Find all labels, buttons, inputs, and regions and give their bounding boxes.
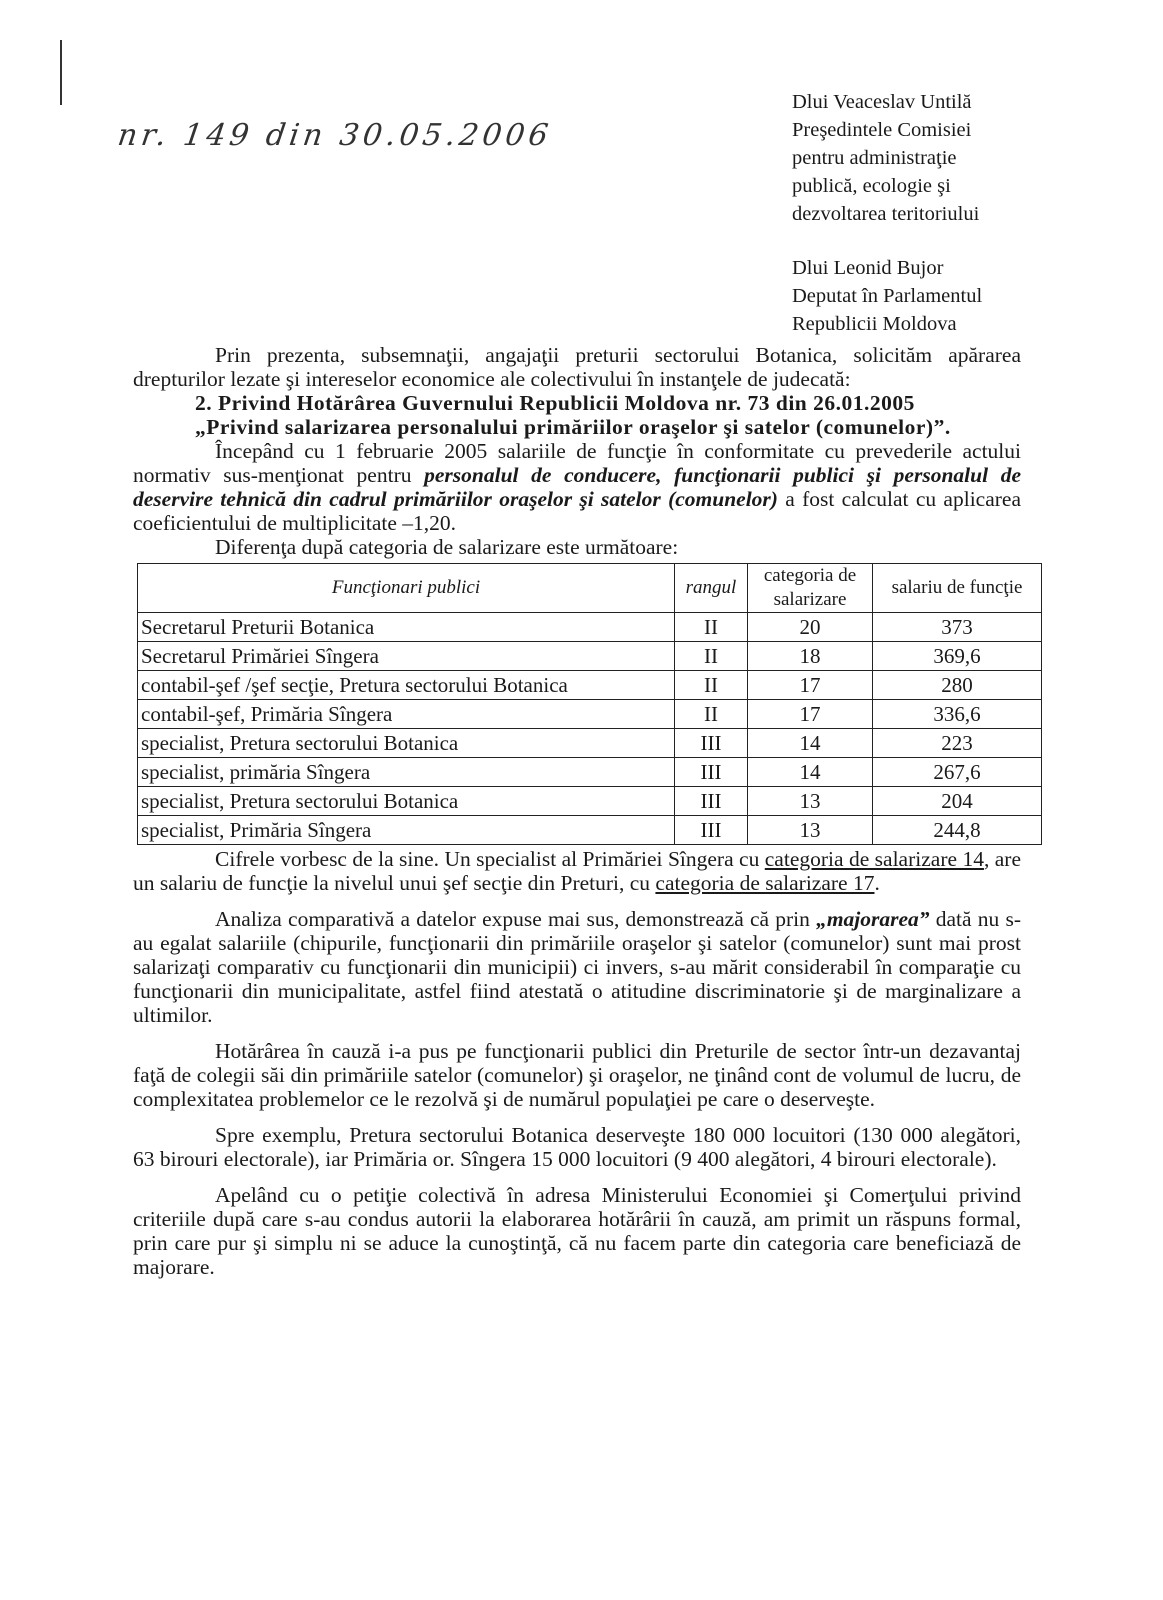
addressee-line: Dlui Veaceslav Untilă (792, 91, 972, 113)
emphasis: „majorarea” (816, 907, 930, 931)
paragraph-figures (133, 847, 1021, 895)
addressee-line: dezvoltarea teritoriului (792, 203, 980, 225)
addressee-line: Dlui Leonid Bujor (792, 257, 944, 279)
cell-category: 17 (748, 700, 873, 729)
letter-body (133, 343, 1021, 1279)
addressee-line: Deputat în Parlamentul (792, 285, 983, 307)
cell-rank: II (675, 671, 748, 700)
table-row (138, 729, 1042, 758)
cell-salary: 267,6 (873, 758, 1042, 787)
header-functionari: Funcţionari publici (138, 564, 675, 613)
cell-rank: III (675, 787, 748, 816)
cell-category: 13 (748, 816, 873, 845)
cell-salary: 244,8 (873, 816, 1042, 845)
addressee-line: Preşedintele Comisiei (792, 119, 972, 141)
cell-rank: III (675, 729, 748, 758)
salary-table (137, 563, 1042, 845)
text: . (874, 871, 880, 895)
table-row (138, 613, 1042, 642)
cell-salary: 280 (873, 671, 1042, 700)
paragraph-example: Spre exemplu, Pretura sectorului Botanica deserveşte 180 000 locuitori (130 000 alegători, 63 birouri electorale), iar Primăria or. Sîngera 15 000 locuitori (9 400 alegători, 4 birouri electorale). (133, 1123, 1021, 1171)
header-salariu: salariu de funcţie (873, 564, 1042, 613)
cell-salary: 204 (873, 787, 1042, 816)
text: Cifrele vorbesc de la sine. Un specialist al Primăriei Sîngera cu (215, 847, 765, 871)
cell-rank: II (675, 700, 748, 729)
addressee-line: publică, ecologie şi (792, 175, 951, 197)
cell-category: 18 (748, 642, 873, 671)
cell-category: 14 (748, 758, 873, 787)
table-row (138, 700, 1042, 729)
cell-position: Secretarul Primăriei Sîngera (138, 642, 675, 671)
cell-position: contabil-şef, Primăria Sîngera (138, 700, 675, 729)
decision-reference (133, 391, 1021, 439)
margin-mark (60, 40, 62, 105)
emphasis: personalul de conducere, funcţionarii publici şi personalul de deservire tehnică din cadrul primăriilor oraşelor şi satelor (comunelor) (133, 463, 1021, 511)
text: a fost calculat cu aplicarea coeficientului de multiplicitate –1,20. (133, 487, 1022, 535)
cell-position: contabil-şef /şef secţie, Pretura sectorului Botanica (138, 671, 675, 700)
addressee-1 (792, 88, 979, 228)
cell-category: 17 (748, 671, 873, 700)
cell-rank: II (675, 642, 748, 671)
underlined-text: categoria de salarizare 14 (764, 847, 984, 871)
underlined-text: categoria de salarizare 17 (655, 871, 875, 895)
text: dată nu s-au egalat salariile (chipurile, funcţionarii din primăriile oraşelor şi satelor (comunelor) sunt mai prost salarizaţi comparativ cu funcţionarii din municipii) ci invers, s-au mărit considerabil în comparaţie cu funcţionarii din municipalitate, astfel fiind atestată o atitudine discriminatorie şi de marginalizare a ultimilor. (133, 907, 1021, 1027)
table-row (138, 787, 1042, 816)
cell-category: 14 (748, 729, 873, 758)
header-rangul: rangul (675, 564, 748, 613)
paragraph-coefficient (133, 439, 1021, 535)
cell-position: Secretarul Preturii Botanica (138, 613, 675, 642)
cell-position: specialist, primăria Sîngera (138, 758, 675, 787)
cell-position: specialist, Primăria Sîngera (138, 816, 675, 845)
table-intro: Diferenţa după categoria de salarizare este următoare: (215, 535, 679, 559)
cell-salary: 223 (873, 729, 1042, 758)
text: Începând cu 1 februarie 2005 salariile de funcţie în conformitate cu prevederile actului normativ sus-menţionat pentru (133, 439, 1021, 487)
handwritten-registration-note: nr. 149 din 30.05.2006 (115, 118, 555, 153)
text: Analiza comparativă a datelor expuse mai sus, demonstrează că prin (215, 907, 817, 931)
cell-category: 20 (748, 613, 873, 642)
paragraph-analysis (133, 907, 1021, 1027)
table-row (138, 642, 1042, 671)
cell-salary: 369,6 (873, 642, 1042, 671)
addressee-line: pentru administraţie (792, 147, 957, 169)
table-row (138, 816, 1042, 845)
paragraph-disadvantage: Hotărârea în cauză i-a pus pe funcţionarii publici din Preturile de sector într-un dezavantaj faţă de colegii săi din primăriile satelor (comunelor) şi oraşelor, ne ţinând cont de volumul de lucru, de complexitatea problemelor ce le rezolvă şi de numărul populaţiei pe care o deserveşte. (133, 1039, 1021, 1111)
reference-title: „Privind salarizarea personalului primăriilor oraşelor şi satelor (comunelor)”. (195, 415, 951, 439)
intro-paragraph: Prin prezenta, subsemnaţii, angajaţii preturii sectorului Botanica, solicităm apărarea drepturilor lezate şi intereselor economice ale colectivului în instanţele de judecată: (133, 343, 1021, 391)
table-row (138, 671, 1042, 700)
text: , are un salariu de funcţie la nivelul unui şef secţie din Preturi, cu (133, 847, 1021, 895)
addressee-line: Republicii Moldova (792, 313, 957, 335)
cell-salary: 336,6 (873, 700, 1042, 729)
cell-rank: III (675, 816, 748, 845)
cell-rank: II (675, 613, 748, 642)
cell-salary: 373 (873, 613, 1042, 642)
reference-line: 2. Privind Hotărârea Guvernului Republicii Moldova nr. 73 din 26.01.2005 (195, 391, 915, 415)
addressee-2 (792, 254, 982, 338)
header-categoria: categoria de salarizare (748, 564, 873, 613)
table-header-row (138, 564, 1042, 613)
table-row (138, 758, 1042, 787)
cell-position: specialist, Pretura sectorului Botanica (138, 787, 675, 816)
cell-category: 13 (748, 787, 873, 816)
cell-rank: III (675, 758, 748, 787)
paragraph-petition: Apelând cu o petiţie colectivă în adresa Ministerului Economiei şi Comerţului privind criteriile după care s-au condus autorii la elaborarea hotărârii în cauză, am primit un răspuns formal, prin care pur şi simplu ni se aduce la cunoştinţă, că nu facem parte din categoria care beneficiază de majorare. (133, 1183, 1021, 1279)
cell-position: specialist, Pretura sectorului Botanica (138, 729, 675, 758)
